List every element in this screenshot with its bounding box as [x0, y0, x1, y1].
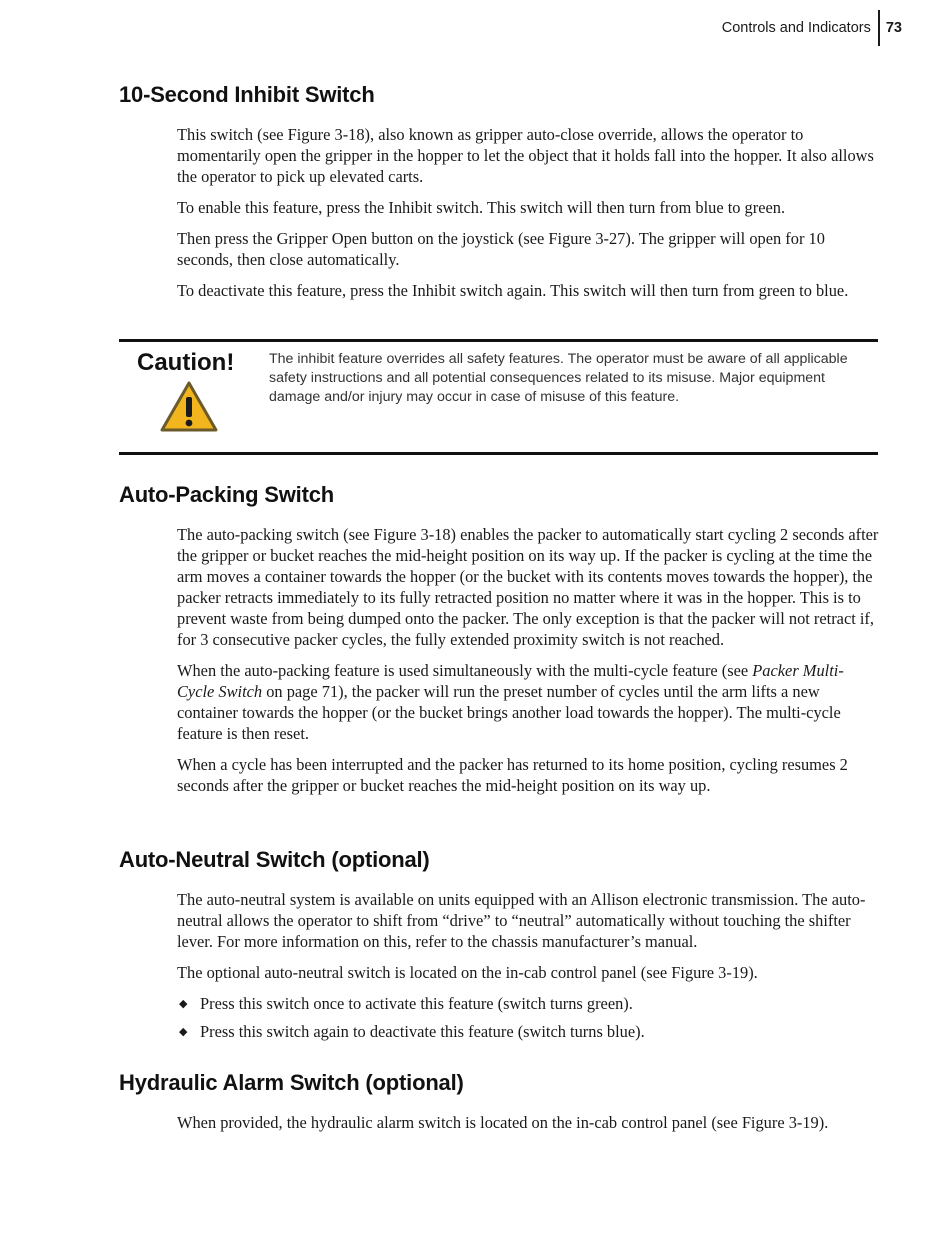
diamond-bullet-icon: ◆	[179, 997, 188, 1010]
bullet-list	[177, 993, 879, 1042]
heading-auto-packing-switch: Auto-Packing Switch	[119, 482, 334, 507]
paragraph: To deactivate this feature, press the Inhibit switch again. This switch will then turn from green to blue.	[177, 281, 849, 300]
auto-packing-body	[177, 524, 879, 806]
caution-box	[119, 339, 878, 455]
paragraph: Then press the Gripper Open button on the joystick (see Figure 3-27). The gripper will open for 10 seconds, then close automatically.	[177, 229, 825, 269]
paragraph: To enable this feature, press the Inhibit switch. This switch will then turn from blue to green.	[177, 198, 786, 217]
diamond-bullet-icon: ◆	[179, 1025, 188, 1038]
paragraph: The optional auto-neutral switch is located on the in-cab control panel (see Figure 3-19).	[177, 963, 758, 982]
page-number: 73	[885, 20, 902, 36]
list-item	[177, 993, 879, 1014]
cross-reference: Packer Multi-Cycle Switch	[177, 661, 844, 701]
heading-inhibit-switch: 10-Second Inhibit Switch	[119, 82, 375, 107]
text-run: When the auto-packing feature is used simultaneously with the multi-cycle feature (see	[177, 661, 753, 680]
paragraph: The auto-packing switch (see Figure 3-18) enables the packer to automatically start cycling 2 seconds after the gripper or bucket reaches the mid-height position on its way up. If the packer is cycling at the time the arm moves a container towards the hopper (or the bucket with its contents moves towards the hopper), the packer retracts immediately to its fully retracted position no matter where it was in the hopper. This is to prevent waste from being dumped onto the packer. The only exception is that the packer will not retract if, for 3 consecutive packer cycles, the fully extended proximity switch is not reached.	[177, 525, 879, 649]
hydraulic-alarm-body	[177, 1112, 879, 1143]
header-title: Controls and Indicators	[721, 20, 871, 36]
running-header	[722, 10, 902, 46]
inhibit-body	[177, 124, 879, 311]
paragraph: When provided, the hydraulic alarm switch is located on the in-cab control panel (see Figure 3-19).	[177, 1113, 829, 1132]
heading-auto-neutral-switch: Auto-Neutral Switch (optional)	[119, 847, 430, 872]
paragraph: When a cycle has been interrupted and the packer has returned to its home position, cycling resumes 2 seconds after the gripper or bucket reaches the mid-height position on its way up.	[177, 755, 848, 795]
paragraph: This switch (see Figure 3-18), also known as gripper auto-close override, allows the operator to momentarily open the gripper in the hopper to let the object that it holds fall into the hopper. It also allows the operator to pick up elevated carts.	[177, 125, 874, 186]
list-item	[177, 1021, 879, 1042]
paragraph: The auto-neutral system is available on units equipped with an Allison electronic transmission. The auto-neutral allows the operator to shift from “drive” to “neutral” automatically without touching the shifter lever. For more information on this, refer to the chassis manufacturer’s manual.	[177, 890, 866, 951]
caution-text: The inhibit feature overrides all safety features. The operator must be aware of all applicable safety instructions and all potential consequences related to its misuse. Major equipment damage and/or injury may occur in case of misuse of this feature.	[269, 351, 848, 405]
paragraph	[177, 660, 879, 744]
auto-neutral-body	[177, 889, 879, 1049]
heading-hydraulic-alarm-switch: Hydraulic Alarm Switch (optional)	[119, 1070, 464, 1095]
caution-title: Caution!	[137, 349, 235, 376]
list-item-text: Press this switch once to activate this feature (switch turns green).	[200, 994, 633, 1013]
list-item-text: Press this switch again to deactivate this feature (switch turns blue).	[200, 1022, 645, 1041]
warning-triangle-icon	[159, 380, 219, 434]
text-run: on page 71), the packer will run the preset number of cycles until the arm lifts a new container towards the hopper (or the bucket brings another load towards the hopper). The multi-cycle feature is then reset.	[177, 682, 841, 743]
